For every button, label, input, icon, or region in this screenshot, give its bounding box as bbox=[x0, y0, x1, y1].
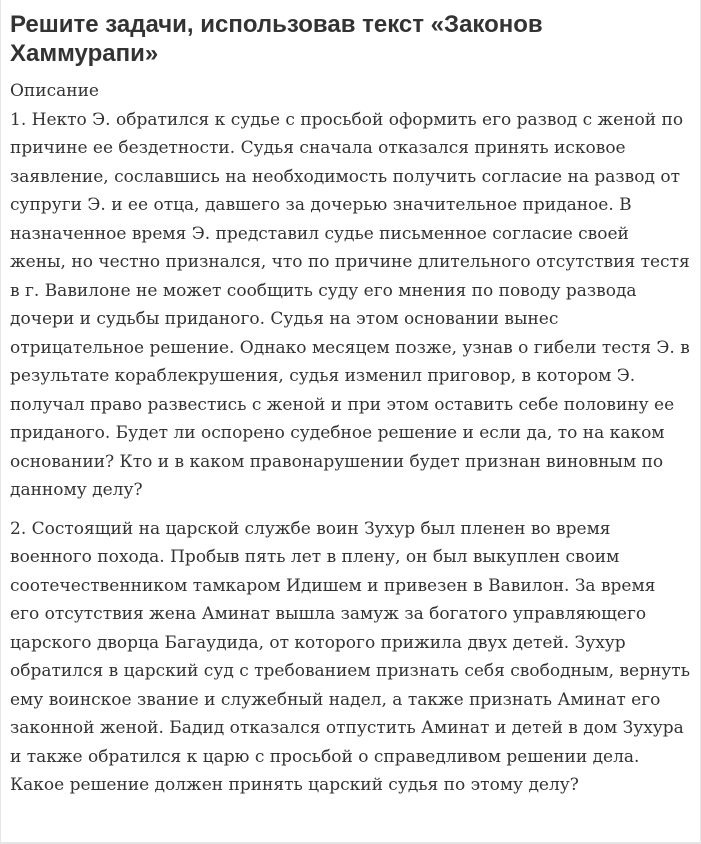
problem-2-text: 2. Состоящий на царской службе воин Зухур был пленен во время военного похода. Пробыв пять лет в плену, он был выкуплен своим соотечественником тамкаром Идишем и привезен в Вавилон. За время его отсутствия жена Аминат вышла замуж за богатого управляющего царского дворца Багаудида, от которого прижила двух детей. Зухур обратился в царский суд с требованием признать себя свободным, вернуть ему воинское звание и служебный надел, а также признать Аминат его законной женой. Бадид отказался отпустить Аминат и детей в дом Зухура и также обратился к царю с просьбой о справедливом решении дела. Какое решение должен принять царский судья по этому делу? bbox=[10, 518, 690, 795]
description-label: Описание bbox=[10, 81, 99, 101]
problem-1-text: 1. Некто Э. обратился к судье с просьбой оформить его развод с женой по причине ее бездетности. Судья сначала отказался принять исковое заявление, сославшись на необходимость получить согласие на развод от супруги Э. и ее отца, давшего за дочерью значительное приданое. В назначенное время Э. представил судье письменное согласие своей жены, но честно признался, что по причине длительного отсутствия тестя в г. Вавилоне не может сообщить суду его мнения по поводу развода дочери и судьбы приданого. Судья на этом основании вынес отрицательное решение. Однако месяцем позже, узнав о гибели тестя Э. в результате кораблекрушения, судья изменил приговор, в котором Э. получал право развестись с женой и при этом оставить себе половину ее приданого. Будет ли оспорено судебное решение и если да, то на каком основании? Кто и в каком правонарушении будет признан виновным по данному делу? bbox=[10, 109, 690, 500]
page-title: Решите задачи, использовав текст «Законов Хаммурапи» bbox=[10, 11, 543, 67]
